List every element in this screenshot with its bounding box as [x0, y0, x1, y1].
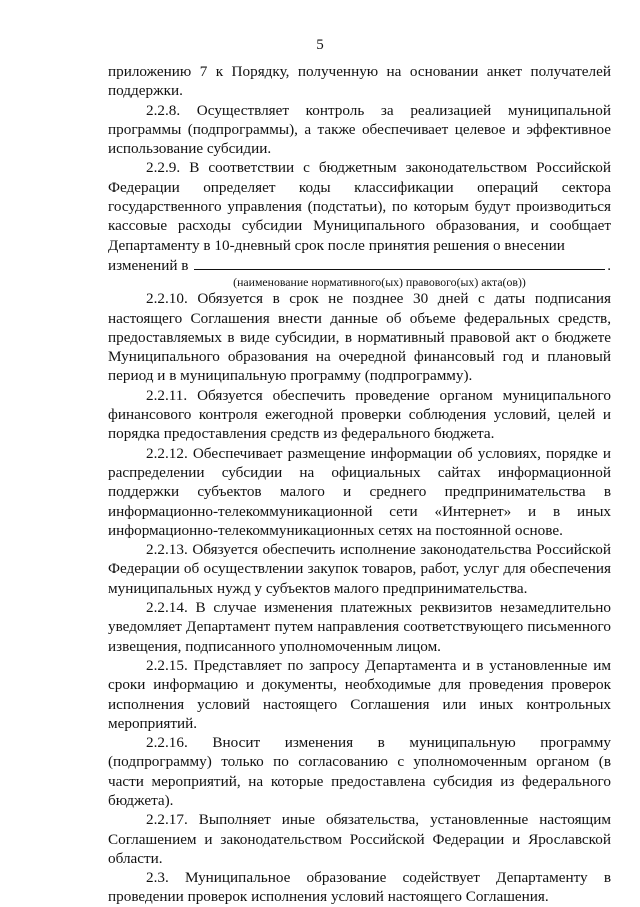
paragraph-2-2-15: 2.2.15. Представляет по запросу Департамента и в установленные им сроки информацию и документы, необходимые для проведения проверок исполнения условий настоящего Соглашения или иных контрольных мероприятий. — [108, 656, 611, 732]
paragraph-2-3: 2.3. Муниципальное образование содействует Департаменту в проведении проверок исполнения условий настоящего Соглашения. — [108, 869, 611, 906]
paragraph-2-2-11: 2.2.11. Обязуется обеспечить проведение органом муниципального финансового контроля ежегодной проверки соблюдения условий, целей и порядка предоставления средств из федерального бюджета. — [108, 386, 611, 443]
paragraph-2-2-17: 2.2.17. Выполняет иные обязательства, установленные настоящим Соглашением и законодательством Российской Федерации и Ярославской области. — [108, 811, 611, 867]
paragraph-2-2-13: 2.2.13. Обязуется обеспечить исполнение законодательства Российской Федерации об осуществлении закупок товаров, работ, услуг для обеспечения муниципальных нужд у субъектов малого предпринимательства. — [108, 541, 611, 597]
paragraph-continuation: приложению 7 к Порядку, полученную на основании анкет получателей поддержки. — [108, 63, 611, 100]
fill-in-line — [108, 255, 611, 275]
fill-line-prefix: изменений в — [108, 256, 189, 274]
paragraph-2-2-12: 2.2.12. Обеспечивает размещение информации об условиях, порядке и распределении субсидии на официальных сайтах информационной поддержки субъектов малого и среднего предпринимательства в информационно-телекоммуникационной сети «Интернет» и в иных информационно-телекоммуникационных сетях на постоянной основе. — [108, 444, 611, 539]
paragraph-2-2-8: 2.2.8. Осуществляет контроль за реализацией муниципальной программы (подпрограммы), а также обеспечивает целевое и эффективное использование субсидии. — [108, 101, 611, 158]
fill-line-caption: (наименование нормативного(ых) правового(ых) акта(ов)) — [233, 275, 526, 290]
fill-blank-underline — [194, 255, 605, 270]
paragraph-2-2-9: 2.2.9. В соответствии с бюджетным законодательством Российской Федерации определяет коды классификации операций сектора государственного управления (подстатьи), по которым будут производиться кассовые расходы субсидии Муниципального образования, и сообщает Департаменту в 10-дневный срок после принятия решения о внесении — [108, 159, 611, 254]
document-body — [108, 62, 611, 907]
page-number: 5 — [316, 37, 324, 53]
fill-line-suffix: . — [607, 256, 611, 274]
paragraph-2-2-16: 2.2.16. Вносит изменения в муниципальную программу (подпрограмму) только по согласованию с уполномоченным органом (в части мероприятий, на которые предоставлена субсидия из федерального бюджета). — [108, 734, 611, 809]
paragraph-2-2-10: 2.2.10. Обязуется в срок не позднее 30 дней с даты подписания настоящего Соглашения внести данные об объеме федеральных средств, предоставляемых в виде субсидии, в нормативный правовой акт о бюджете Муниципального образования на очередной финансовый год и плановый период и в муниципальную программу (подпрограмму). — [108, 290, 611, 385]
paragraph-2-2-14: 2.2.14. В случае изменения платежных реквизитов незамедлительно уведомляет Департамент путем направления соответствующего письменного извещения, подписанного уполномоченным лицом. — [108, 599, 611, 655]
